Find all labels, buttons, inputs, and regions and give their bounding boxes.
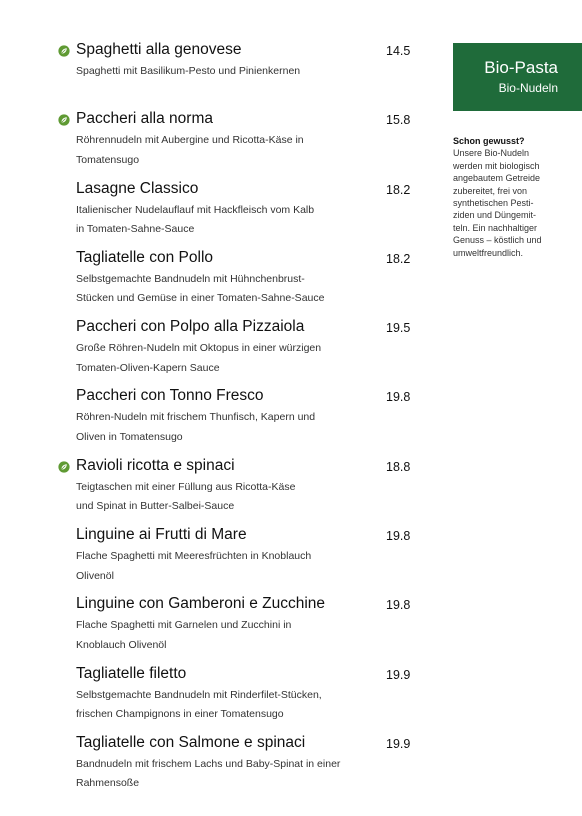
item-description <box>76 547 376 586</box>
item-price: 15.8 <box>386 113 411 128</box>
description-line: Röhren-Nudeln mit frischem Thunfisch, Kapern und <box>76 411 316 424</box>
description-line: frischen Champignons in einer Tomatensugo <box>76 708 284 721</box>
item-price: 18.2 <box>386 182 411 197</box>
menu-item <box>0 179 420 248</box>
description-line: Selbstgemachte Bandnudeln mit Rinderfilet-Stücken, <box>76 688 322 701</box>
info-box <box>453 135 563 259</box>
info-line: zubereitet, frei von <box>453 185 528 196</box>
item-name: Paccheri con Tonno Fresco <box>76 387 264 405</box>
menu-item <box>0 40 420 109</box>
leaf-icon <box>58 113 70 125</box>
item-description <box>76 686 376 725</box>
info-line: Genuss – köstlich und <box>453 235 542 246</box>
item-description <box>76 755 376 794</box>
bio-pasta-banner <box>453 43 582 111</box>
item-name: Lasagne Classico <box>76 179 199 197</box>
item-description <box>76 478 376 517</box>
item-name: Tagliatelle con Pollo <box>76 248 214 266</box>
description-line: Flache Spaghetti mit Meeresfrüchten in Knoblauch <box>76 550 312 563</box>
description-line: Stücken und Gemüse in einer Tomaten-Sahne-Sauce <box>76 292 325 305</box>
info-line: synthetischen Pesti- <box>453 198 534 209</box>
item-name: Paccheri con Polpo alla Pizzaiola <box>76 318 305 336</box>
item-price: 19.9 <box>386 736 411 751</box>
item-name: Tagliatelle filetto <box>76 664 187 682</box>
item-name: Paccheri alla norma <box>76 110 213 128</box>
item-price: 18.2 <box>386 251 411 266</box>
description-line: Tomaten-Oliven-Kapern Sauce <box>76 361 220 374</box>
leaf-icon <box>58 44 70 56</box>
menu-item <box>0 109 420 178</box>
item-price: 19.8 <box>386 598 411 613</box>
item-name: Linguine con Gamberoni e Zucchine <box>76 595 326 613</box>
item-price: 19.8 <box>386 390 411 405</box>
description-line: Tomatensugo <box>76 153 140 166</box>
description-line: Teigtaschen mit einer Füllung aus Ricotta-Käse <box>76 480 296 493</box>
info-line: Unsere Bio-Nudeln <box>453 148 530 159</box>
item-description <box>76 339 376 378</box>
item-price: 18.8 <box>386 459 411 474</box>
item-price: 19.8 <box>386 529 411 544</box>
menu-item <box>0 594 420 663</box>
info-line: ziden und Düngemit- <box>453 210 537 221</box>
item-name: Spaghetti alla genovese <box>76 41 242 58</box>
banner-title: Bio-Pasta <box>484 58 558 77</box>
item-price: 14.5 <box>386 44 411 58</box>
menu-list <box>0 40 420 802</box>
item-description <box>76 408 376 447</box>
description-line: in Tomaten-Sahne-Sauce <box>76 223 195 236</box>
banner-subtitle: Bio-Nudeln <box>498 81 558 95</box>
info-line: angebautem Getreide <box>453 173 541 184</box>
info-line: werden mit biologisch <box>453 160 540 171</box>
info-line: teln. Ein nachhaltiger <box>453 222 538 233</box>
item-description <box>76 616 376 655</box>
item-description <box>76 270 376 309</box>
description-line: Röhrennudeln mit Aubergine und Ricotta-Käse in <box>76 134 304 147</box>
menu-item <box>0 733 420 802</box>
description-line: Rahmensoße <box>76 777 140 790</box>
item-description <box>76 62 376 82</box>
leaf-icon <box>58 460 70 472</box>
item-description <box>76 201 376 240</box>
info-text <box>453 147 563 259</box>
description-line: Flache Spaghetti mit Garnelen und Zucchini in <box>76 619 292 632</box>
item-name: Linguine ai Frutti di Mare <box>76 526 247 544</box>
description-line: Oliven in Tomatensugo <box>76 430 183 443</box>
menu-item <box>0 525 420 594</box>
description-line: Bandnudeln mit frischem Lachs und Baby-Spinat in einer <box>76 757 341 770</box>
description-line: Spaghetti mit Basilikum-Pesto und Pinienkernen <box>76 65 301 77</box>
description-line: Selbstgemachte Bandnudeln mit Hühnchenbrust- <box>76 272 305 285</box>
item-price: 19.5 <box>386 321 411 336</box>
item-description <box>76 131 376 170</box>
item-price: 19.9 <box>386 667 411 682</box>
description-line: Große Röhren-Nudeln mit Oktopus in einer würzigen <box>76 342 322 355</box>
info-line: umweltfreundlich. <box>453 247 524 258</box>
menu-item <box>0 386 420 455</box>
description-line: Italienischer Nudelauflauf mit Hackfleisch vom Kalb <box>76 203 315 216</box>
description-line: Olivenöl <box>76 569 114 582</box>
menu-item <box>0 317 420 386</box>
description-line: Knoblauch Olivenöl <box>76 638 167 651</box>
item-name: Tagliatelle con Salmone e spinaci <box>76 733 306 751</box>
description-line: und Spinat in Butter-Salbei-Sauce <box>76 500 235 513</box>
menu-item <box>0 248 420 317</box>
item-name: Ravioli ricotta e spinaci <box>76 456 235 474</box>
info-title: Schon gewusst? <box>453 136 525 146</box>
menu-item <box>0 456 420 525</box>
menu-item <box>0 664 420 733</box>
